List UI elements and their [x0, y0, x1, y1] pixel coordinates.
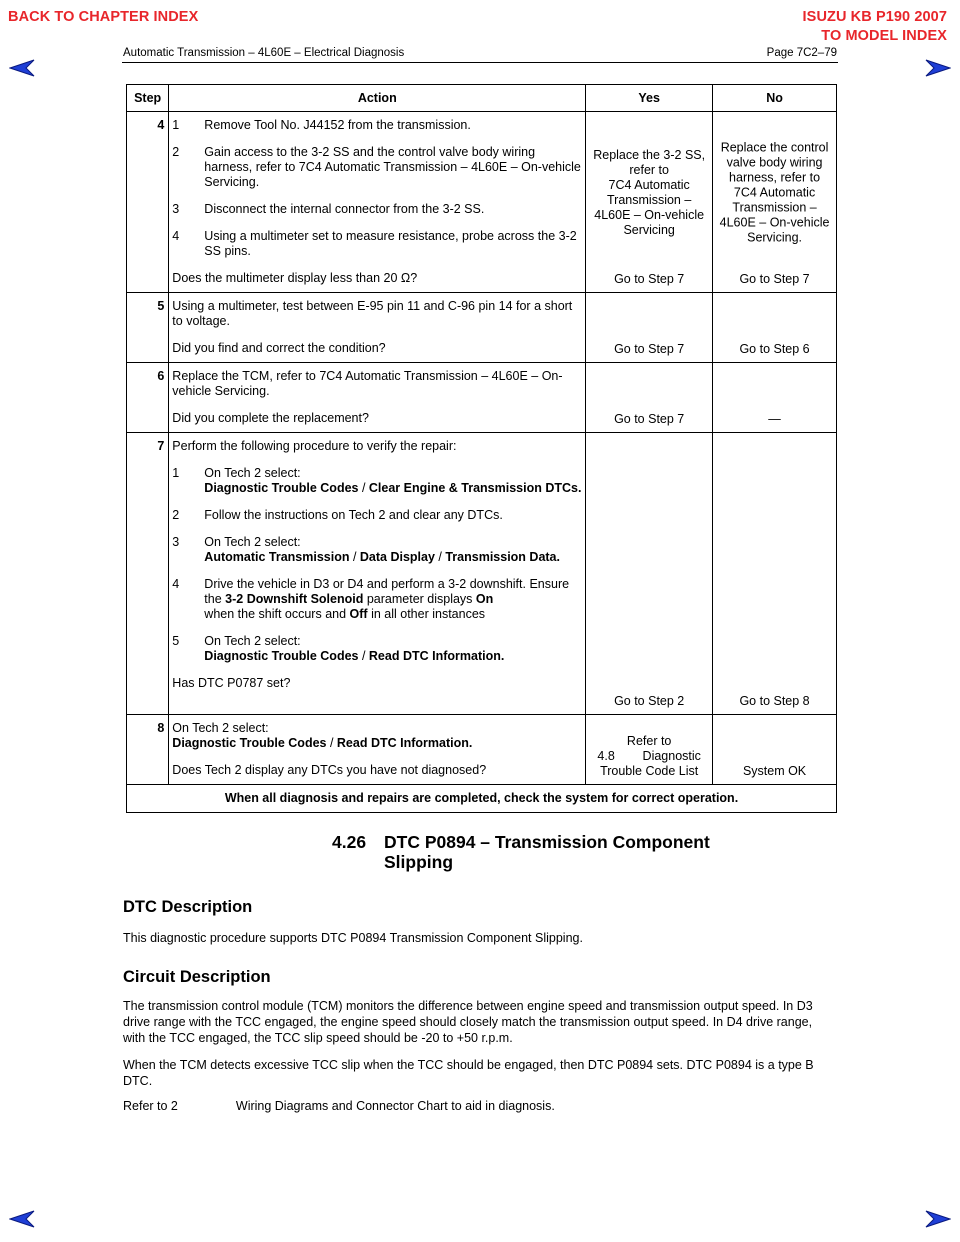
item-text: in all other instances: [367, 607, 486, 621]
item-number: 1: [172, 466, 180, 480]
refer-line: [123, 1098, 828, 1114]
step-number: 8: [127, 715, 169, 785]
table-row: [127, 363, 837, 433]
arrow-right-icon: [925, 58, 951, 78]
path-separator: /: [358, 481, 369, 495]
yes-line: Servicing: [623, 223, 675, 237]
step-instruction: Replace the TCM, refer to 7C4 Automatic Transmission – 4L60E – On-vehicle Servicing.: [172, 369, 563, 398]
refer-section: Refer to 2: [123, 1099, 178, 1113]
yes-line: Trouble Code List: [600, 764, 699, 778]
action-cell: [169, 112, 586, 293]
prev-page-arrow-top[interactable]: [9, 58, 35, 78]
step-number: 4: [127, 112, 169, 293]
yes-line: Replace the 3-2 SS,: [593, 148, 706, 162]
action-cell: [169, 293, 586, 363]
yes-line: 4.8 Diagnostic: [597, 749, 701, 763]
item-number: 3: [172, 202, 180, 216]
list-item: [172, 229, 582, 259]
path-separator: /: [358, 649, 369, 663]
final-note: When all diagnosis and repairs are completed, check the system for correct operation.: [127, 785, 837, 813]
menu-path-part: Clear Engine & Transmission DTCs.: [368, 481, 582, 495]
table-row: [127, 785, 837, 813]
back-to-chapter-index-link[interactable]: BACK TO CHAPTER INDEX: [8, 9, 199, 25]
dtc-description-heading: DTC Description: [123, 898, 253, 916]
dtc-description-text: This diagnostic procedure supports DTC P0894 Transmission Component Slipping.: [123, 931, 583, 945]
header-yes: Yes: [586, 85, 713, 112]
yes-goto: Go to Step 2: [614, 694, 685, 708]
to-model-index-link[interactable]: TO MODEL INDEX: [821, 28, 947, 44]
circuit-description-heading: Circuit Description: [123, 968, 271, 986]
item-number: 2: [172, 145, 180, 159]
next-page-arrow-top[interactable]: [925, 58, 951, 78]
no-goto: Go to Step 8: [739, 694, 810, 708]
menu-path-part: Data Display: [359, 550, 435, 564]
list-item: [172, 508, 582, 523]
list-item: [172, 118, 582, 133]
step-question: Has DTC P0787 set?: [172, 676, 291, 690]
menu-path-part: Diagnostic Trouble Codes: [204, 481, 359, 495]
step-number: 6: [127, 363, 169, 433]
action-cell: [169, 715, 586, 785]
no-line: 4L60E – On-vehicle: [719, 215, 830, 230]
menu-path-part: Diagnostic Trouble Codes: [204, 649, 359, 663]
no-line: Servicing.: [747, 230, 802, 245]
no-line: Replace the control: [720, 140, 829, 155]
section-title-continued: Slipping: [384, 852, 454, 872]
item-number: 4: [172, 229, 180, 243]
item-text: Drive the vehicle in D3 or D4 and perform a 3-2 downshift. Ensure the: [204, 577, 570, 606]
item-text: parameter displays: [363, 592, 476, 606]
list-item: [172, 535, 582, 565]
list-item: [172, 577, 582, 622]
yes-line: Refer to: [626, 734, 672, 748]
yes-cell: [586, 715, 713, 785]
section-title: DTC P0894 – Transmission Component: [384, 832, 710, 852]
parameter-value: Off: [349, 607, 368, 621]
yes-line: Transmission –: [607, 193, 692, 207]
list-item: [172, 145, 582, 190]
menu-path-part: Automatic Transmission: [204, 550, 350, 564]
item-number: 2: [172, 508, 180, 522]
item-text: Disconnect the internal connector from the 3-2 SS.: [204, 202, 485, 216]
no-cell: [713, 363, 837, 433]
yes-line: refer to: [629, 163, 669, 177]
no-goto: Go to Step 6: [739, 342, 810, 356]
table-header-row: [127, 85, 837, 112]
path-separator: /: [434, 550, 446, 564]
arrow-left-icon: [9, 1209, 35, 1229]
yes-instruction: [588, 734, 710, 779]
arrow-right-icon: [925, 1209, 951, 1229]
list-item: [172, 634, 582, 664]
action-cell: [169, 363, 586, 433]
next-page-arrow-bottom[interactable]: [925, 1209, 951, 1229]
no-line: Transmission –: [732, 200, 817, 215]
step-number: 7: [127, 433, 169, 715]
list-item: [172, 202, 582, 217]
section-number: 4.26: [332, 832, 367, 852]
parameter-name: 3-2 Downshift Solenoid: [225, 592, 364, 606]
yes-goto: Go to Step 7: [614, 342, 685, 356]
table-row: [127, 433, 837, 715]
section-heading: [332, 832, 710, 872]
item-number: 5: [172, 634, 180, 648]
item-text: On Tech 2 select:: [204, 535, 301, 549]
item-number: 4: [172, 577, 180, 591]
no-goto: System OK: [742, 764, 807, 778]
header-no: No: [713, 85, 837, 112]
no-line: 7C4 Automatic: [733, 185, 816, 200]
table-row: [127, 112, 837, 293]
step-question: Did you complete the replacement?: [172, 411, 369, 425]
step-question: Does Tech 2 display any DTCs you have not diagnosed?: [172, 763, 487, 777]
item-text: Using a multimeter set to measure resistance, probe across the 3-2 SS pins.: [204, 229, 577, 258]
step-instruction: Using a multimeter, test between E-95 pin 11 and C-96 pin 14 for a short to voltage.: [172, 299, 573, 328]
step-intro: Perform the following procedure to verify the repair:: [172, 439, 457, 453]
parameter-value: On: [475, 592, 494, 606]
item-text: when the shift occurs and: [204, 607, 350, 621]
item-number: 3: [172, 535, 180, 549]
item-text: On Tech 2 select:: [204, 634, 301, 648]
no-goto: —: [768, 412, 781, 426]
model-title-link[interactable]: ISUZU KB P190 2007: [802, 9, 947, 25]
no-instruction: [715, 141, 834, 246]
yes-cell: [586, 433, 713, 715]
yes-cell: [586, 363, 713, 433]
path-separator: /: [326, 736, 337, 750]
menu-path-part: Transmission Data.: [445, 550, 560, 564]
menu-path-part: Diagnostic Trouble Codes: [172, 736, 327, 750]
page-number: Page 7C2–79: [766, 47, 837, 59]
yes-instruction: [588, 148, 710, 238]
no-line: harness, refer to: [729, 170, 821, 185]
step-question: Does the multimeter display less than 20 Ω?: [172, 271, 418, 285]
prev-page-arrow-bottom[interactable]: [9, 1209, 35, 1229]
item-text: Follow the instructions on Tech 2 and clear any DTCs.: [204, 508, 503, 522]
no-line: valve body wiring: [726, 155, 823, 170]
no-cell: [713, 715, 837, 785]
yes-line: 4L60E – On-vehicle: [594, 208, 705, 222]
arrow-left-icon: [9, 58, 35, 78]
header-rule: [122, 62, 838, 63]
menu-path-part: Read DTC Information.: [368, 649, 505, 663]
yes-goto: Go to Step 7: [614, 412, 685, 426]
header-step: Step: [127, 85, 169, 112]
yes-goto: Go to Step 7: [614, 272, 685, 286]
item-text: Gain access to the 3-2 SS and the control valve body wiring harness, refer to 7C4 Automatic Transmission – 4L60E – On-vehicle Servicing.: [204, 145, 581, 189]
circuit-description-para1: The transmission control module (TCM) monitors the difference between engine speed and transmission output speed. In D3 drive range with the TCC engaged, the engine speed should closely match the transmission output speed. In D4 drive range, with the TCC engaged, the TCC slip speed should be -20 to +50 r.p.m.: [123, 999, 813, 1045]
no-cell: [713, 112, 837, 293]
list-item: [172, 466, 582, 496]
table-row: [127, 293, 837, 363]
no-goto: Go to Step 7: [739, 272, 810, 286]
yes-cell: [586, 293, 713, 363]
no-cell: [713, 433, 837, 715]
step-number: 5: [127, 293, 169, 363]
menu-path-part: Read DTC Information.: [336, 736, 473, 750]
yes-cell: [586, 112, 713, 293]
header-action: Action: [169, 85, 586, 112]
table-row: [127, 715, 837, 785]
step-instruction: On Tech 2 select:: [172, 721, 269, 735]
diagnostic-table: [126, 84, 837, 813]
item-number: 1: [172, 118, 180, 132]
item-text: On Tech 2 select:: [204, 466, 301, 480]
refer-text: Wiring Diagrams and Connector Chart to aid in diagnosis.: [235, 1099, 555, 1113]
path-separator: /: [349, 550, 360, 564]
yes-line: 7C4 Automatic: [608, 178, 690, 192]
no-cell: [713, 293, 837, 363]
circuit-description-para2: When the TCM detects excessive TCC slip when the TCC should be engaged, then DTC P0894 sets. DTC P0894 is a type B DTC.: [123, 1058, 814, 1088]
step-question: Did you find and correct the condition?: [172, 341, 386, 355]
document-header-title: Automatic Transmission – 4L60E – Electrical Diagnosis: [123, 47, 405, 59]
item-text: Remove Tool No. J44152 from the transmission.: [204, 118, 471, 132]
action-cell: [169, 433, 586, 715]
